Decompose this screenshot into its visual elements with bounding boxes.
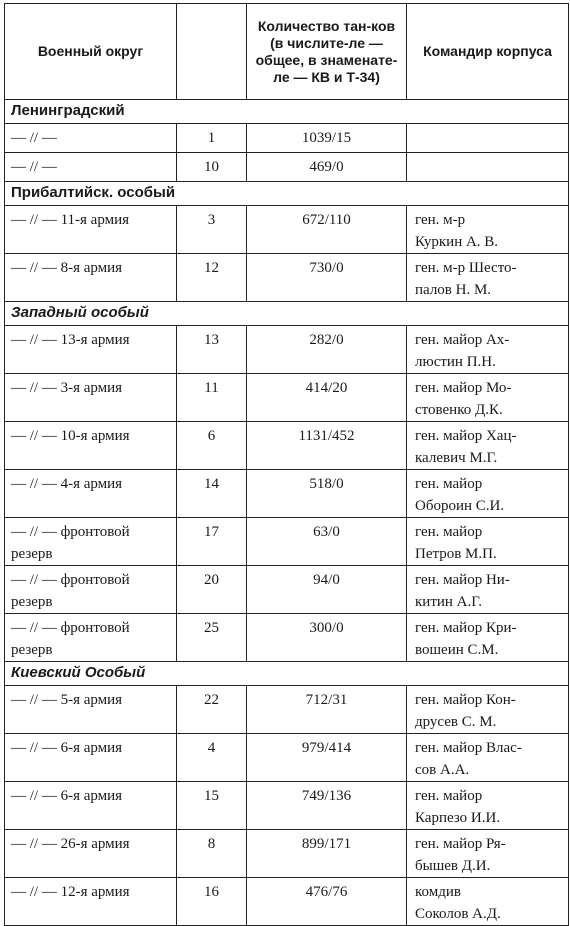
commander-line: комдив — [415, 884, 461, 900]
commander-line: друсев С. М. — [415, 714, 497, 730]
section-title: Ленинградский — [5, 100, 569, 124]
commander-cell — [407, 734, 569, 782]
tank-count-cell: 979/414 — [247, 734, 407, 782]
header-tanks: Количество тан-ков (в числите-ле — общее, в знаменате-ле — КВ и Т-34) — [247, 4, 407, 100]
commander-line: Соколов А.Д. — [415, 906, 501, 922]
tank-count-cell: 1039/15 — [247, 124, 407, 153]
district-cell: — // — 6-я армия — [5, 734, 177, 782]
commander-line: ген. майор Кон- — [415, 692, 516, 708]
corps-number-cell: 8 — [177, 830, 247, 878]
commander-cell — [407, 374, 569, 422]
corps-number-cell: 25 — [177, 614, 247, 662]
table-row — [5, 374, 569, 422]
commander-line: ген. майор Мо- — [415, 380, 512, 396]
tank-count-cell: 518/0 — [247, 470, 407, 518]
section-row — [5, 182, 569, 206]
corps-number-cell: 22 — [177, 686, 247, 734]
corps-number-cell: 4 — [177, 734, 247, 782]
commander-cell — [407, 830, 569, 878]
section-title: Киевский Особый — [5, 662, 569, 686]
commander-line: ген. майор Ря- — [415, 836, 506, 852]
corps-number-cell: 1 — [177, 124, 247, 153]
commander-line: вошеин С.М. — [415, 642, 499, 658]
commander-cell — [407, 206, 569, 254]
tank-count-cell: 749/136 — [247, 782, 407, 830]
tank-count-cell: 94/0 — [247, 566, 407, 614]
table-row — [5, 686, 569, 734]
corps-number-cell: 13 — [177, 326, 247, 374]
commander-line: ген. майор — [415, 524, 483, 540]
tank-count-cell: 282/0 — [247, 326, 407, 374]
commander-cell — [407, 326, 569, 374]
commander-cell — [407, 878, 569, 926]
district-cell: — // — 4-я армия — [5, 470, 177, 518]
tank-count-cell: 730/0 — [247, 254, 407, 302]
commander-line: сов А.А. — [415, 762, 470, 778]
table-row — [5, 734, 569, 782]
table-row — [5, 124, 569, 153]
tank-count-cell: 414/20 — [247, 374, 407, 422]
commander-cell — [407, 470, 569, 518]
district-cell: — // — фронтовой резерв — [5, 518, 177, 566]
header-district: Военный округ — [5, 4, 177, 100]
district-cell: — // — 3-я армия — [5, 374, 177, 422]
district-cell: — // — 12-я армия — [5, 878, 177, 926]
commander-cell — [407, 686, 569, 734]
commander-line: ген. майор Хац- — [415, 428, 517, 444]
district-cell: — // — 6-я армия — [5, 782, 177, 830]
commander-line: Куркин А. В. — [415, 234, 499, 250]
commander-line: палов Н. М. — [415, 282, 492, 298]
commander-line: стовенко Д.К. — [415, 402, 503, 418]
district-cell: — // — 11-я армия — [5, 206, 177, 254]
district-cell: — // — фронтовой резерв — [5, 614, 177, 662]
table-row — [5, 830, 569, 878]
corps-number-cell: 3 — [177, 206, 247, 254]
commander-cell — [407, 782, 569, 830]
commander-line: Карпезо И.И. — [415, 810, 501, 826]
section-title: Западный особый — [5, 302, 569, 326]
commander-line: ген. м-р — [415, 212, 466, 228]
district-cell: — // — — [5, 124, 177, 153]
commander-line: Обороин С.И. — [415, 498, 505, 514]
commander-cell — [407, 518, 569, 566]
district-cell: — // — 26-я армия — [5, 830, 177, 878]
commander-cell — [407, 566, 569, 614]
commander-line: калевич М.Г. — [415, 450, 498, 466]
commander-cell — [407, 124, 569, 153]
commander-line: Петров М.П. — [415, 546, 497, 562]
section-row — [5, 100, 569, 124]
commander-line: китин А.Г. — [415, 594, 482, 610]
section-title: Прибалтийск. особый — [5, 182, 569, 206]
commander-line: ген. майор — [415, 788, 483, 804]
tank-count-cell: 672/110 — [247, 206, 407, 254]
corps-number-cell: 10 — [177, 153, 247, 182]
table-row — [5, 878, 569, 926]
tank-count-cell: 1131/452 — [247, 422, 407, 470]
corps-number-cell: 6 — [177, 422, 247, 470]
tank-corps-table — [4, 3, 569, 926]
commander-line: ген. майор Влас- — [415, 740, 522, 756]
tank-count-cell: 712/31 — [247, 686, 407, 734]
section-row — [5, 302, 569, 326]
header-commander: Командир корпуса — [407, 4, 569, 100]
district-cell: — // — — [5, 153, 177, 182]
table-row — [5, 782, 569, 830]
table-row — [5, 614, 569, 662]
commander-line: люстин П.Н. — [415, 354, 496, 370]
commander-cell — [407, 614, 569, 662]
commander-line: бышев Д.И. — [415, 858, 491, 874]
corps-number-cell: 17 — [177, 518, 247, 566]
commander-line: ген. майор Ни- — [415, 572, 510, 588]
header-row — [5, 4, 569, 100]
table-row — [5, 254, 569, 302]
district-cell: — // — фронтовой резерв — [5, 566, 177, 614]
corps-number-cell: 12 — [177, 254, 247, 302]
district-cell: — // — 10-я армия — [5, 422, 177, 470]
table-row — [5, 566, 569, 614]
commander-line: ген. майор Ах- — [415, 332, 510, 348]
tank-count-cell: 476/76 — [247, 878, 407, 926]
corps-number-cell: 14 — [177, 470, 247, 518]
commander-line: ген. майор Кри- — [415, 620, 517, 636]
commander-cell — [407, 254, 569, 302]
commander-line: ген. майор — [415, 476, 483, 492]
tank-count-cell: 300/0 — [247, 614, 407, 662]
corps-number-cell: 20 — [177, 566, 247, 614]
district-cell: — // — 8-я армия — [5, 254, 177, 302]
commander-cell — [407, 422, 569, 470]
table-body — [5, 100, 569, 926]
table-row — [5, 470, 569, 518]
tank-count-cell: 899/171 — [247, 830, 407, 878]
table-row — [5, 153, 569, 182]
commander-cell — [407, 153, 569, 182]
table-row — [5, 518, 569, 566]
district-cell: — // — 13-я армия — [5, 326, 177, 374]
district-cell: — // — 5-я армия — [5, 686, 177, 734]
table-row — [5, 422, 569, 470]
tank-count-cell: 63/0 — [247, 518, 407, 566]
section-row — [5, 662, 569, 686]
corps-number-cell: 15 — [177, 782, 247, 830]
corps-number-cell: 11 — [177, 374, 247, 422]
commander-line: ген. м-р Шесто- — [415, 260, 517, 276]
table-row — [5, 326, 569, 374]
table-row — [5, 206, 569, 254]
tank-count-cell: 469/0 — [247, 153, 407, 182]
header-corps — [177, 4, 247, 100]
corps-number-cell: 16 — [177, 878, 247, 926]
